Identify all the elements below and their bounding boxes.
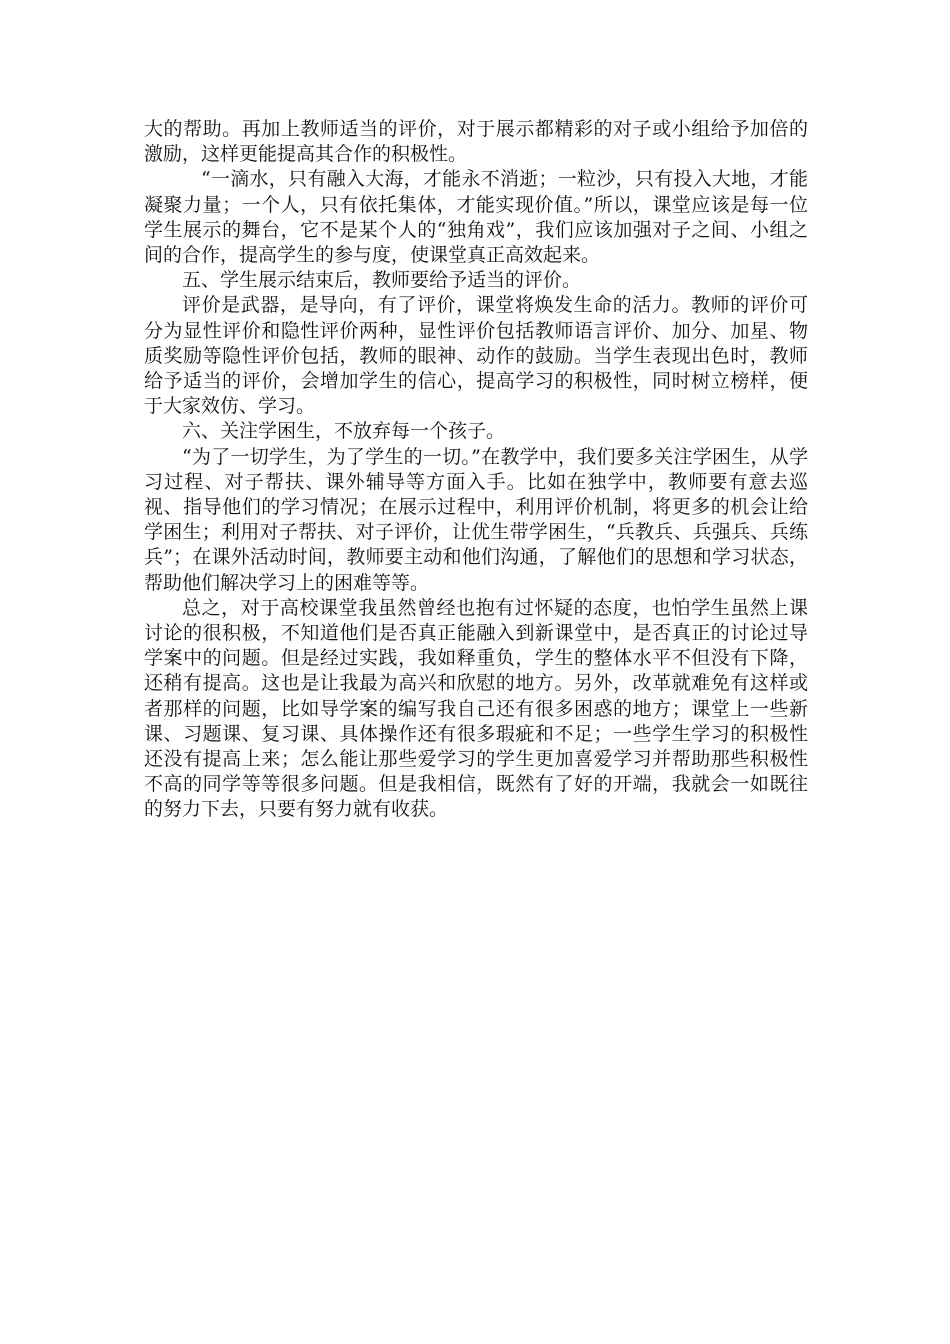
paragraph-struggling-students: “为了一切学生，为了学生的一切。”在教学中，我们要多关注学困生，从学习过程、对子帮扶、课外辅导等方面入手。比如在独学中，教师要有意去巡视、指导他们的学习情况；在展示过程中，利用评价机制，将更多的机会让给学困生；利用对子帮扶、对子评价，让优生带学困生，“兵教兵、兵强兵、兵练兵”；在课外活动时间，教师要主动和他们沟通，了解他们的思想和学习状态，帮助他们解决学习上的困难等等。: [144, 445, 808, 594]
paragraph-quote-water-drop: “一滴水，只有融入大海，才能永不消逝；一粒沙，只有投入大地，才能凝聚力量；一个人，只有依托集体，才能实现价值。”所以，课堂应该是每一位学生展示的舞台，它不是某个人的“独角戏”，我们应该加强对子之间、小组之间的合作，提高学生的参与度，使课堂真正高效起来。: [144, 168, 808, 267]
section-heading-5: 五、学生展示结束后，教师要给予适当的评价。: [182, 269, 582, 292]
paragraph-evaluation: 评价是武器，是导向，有了评价，课堂将焕发生命的活力。教师的评价可分为显性评价和隐性评价两种，显性评价包括教师语言评价、加分、加星、物质奖励等隐性评价包括，教师的眼神、动作的鼓励。当学生表现出色时，教师给予适当的评价，会增加学生的信心，提高学习的积极性，同时树立榜样，便于大家效仿、学习。: [144, 294, 808, 418]
section-heading-6: 六、关注学困生，不放弃每一个孩子。: [182, 420, 506, 443]
document-body: [144, 117, 808, 823]
paragraph-conclusion: 总之，对于高校课堂我虽然曾经也抱有过怀疑的态度，也怕学生虽然上课讨论的很积极，不知道他们是否真正能融入到新课堂中，是否真正的讨论过导学案中的问题。但是经过实践，我如释重负，学生的整体水平不但没有下降，还稍有提高。这也是让我最为高兴和欣慰的地方。另外，改革就难免有这样或者那样的问题，比如导学案的编写我自己还有很多困惑的地方；课堂上一些新课、习题课、复习课、具体操作还有很多瑕疵和不足；一些学生学习的积极性还没有提高上来；怎么能让那些爱学习的学生更加喜爱学习并帮助那些积极性不高的同学等等很多问题。但是我相信，既然有了好的开端，我就会一如既往的努力下去，只要有努力就有收获。: [144, 596, 808, 821]
paragraph-continuation: 大的帮助。再加上教师适当的评价，对于展示都精彩的对子或小组给予加倍的激励，这样更能提高其合作的积极性。: [144, 118, 808, 166]
